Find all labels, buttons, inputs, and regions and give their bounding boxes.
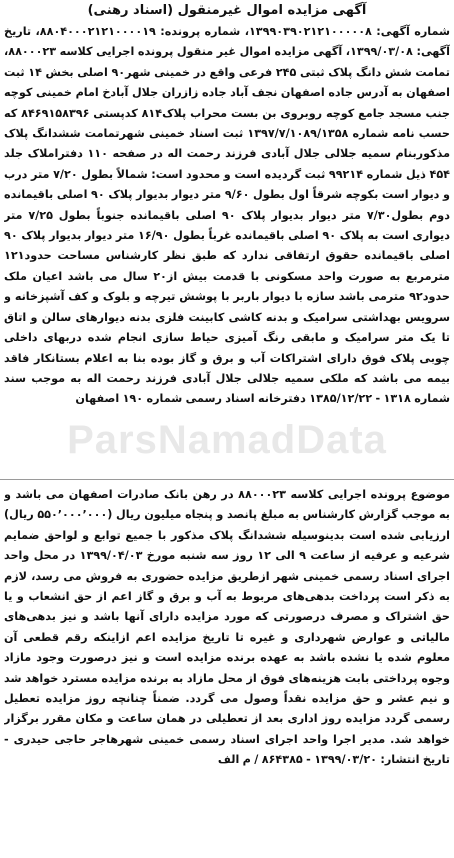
notice-body-property-description: شماره آگهی: ۱۳۹۹۰۳۹۰۲۱۲۱۰۰۰۰۰۸، شماره پرونده: ۸۸۰۴۰۰۰۲۱۲۱۰۰۰۰۱۹، تاریخ آگهی: ۱۳۹۹/۰۳/۰۸، آگهی مزایده اموال غیر منقول پرونده اجرایی کلاسه ۸۸۰۰۰۲۳، تمامت شش دانگ پلاک ثبتی ۲۴۵ فرعی واقع در خمینی شهر۹۰ اصلی بخش ۱۴ ثبت اصفهان به آدرس جاده اصفهان نجف آباد جاده زازران جلال آبادخ امام خمینی کوچه جنب مسجد جامع کوچه روبروی بن بست محراب پلاک۸۱۴ کدپستی ۸۴۶۹۱۵۸۳۹۶ که حسب نامه شماره ۱۳۹۷/۷/۱۰۸۹/۱۳۵۸ ثبت اسناد خمینی شهرتمامت ششدانگ پلاک مذکوربنام سمیه جلالی جلال آبادی فرزند رحمت اله در صفحه ۱۱۰ دفتراملاک جلد ۴۵۴ ذیل شماره ۹۹۲۱۴ ثبت گردیده است و محدود است: شمالاً بطول ۷/۲۰ متر درب و دیوار است بکوچه شرقاً اول بطول ۹/۶۰ متر دیوار بدیوار پلاک ۹۰ اصلی باقیمانده دوم بطول۷/۳۰ متر دیوار بدیوار پلاک ۹۰ اصلی باقیمانده جنوباً بطول ۷/۲۵ متر دیواری است به پلاک ۹۰ اصلی باقیمانده غرباً بطول ۱۶/۹۰ متر دیوار بدیوار پلاک ۹۰ اصلی باقیمانده حقوق ارتفاقی ندارد که طبق نظر کارشناس مساحت حدود۱۲۱ مترمربع به صورت واحد مسکونی با قدمت بیش از۲۰ سال می باشد اعیان ملک حدود۹۲ مترمی باشد سازه با دیوار باربر با پوشش تیرچه و بلوک و کف آشپزخانه و سرویس بهداشتی سرامیک و بدنه کاشی کابینت فلزی بدنه دیوارهای سالن و اتاق تا یک متر سرامیک و مابقی رنگ آمیزی حیاط سازی انجام شده دربهای داخلی چوبی پلاک فوق دارای اشتراکات آب و برق و گاز بوده بنا به اعلام بستانکار فاقد بیمه می باشد که ملکی سمیه جلالی جلال آبادی فرزند رحمت اله به موجب سند شماره ۱۳۱۸ - ۱۳۸۵/۱۲/۲۲ دفترخانه اسناد رسمی شماره ۱۹۰ اصفهان <box>4 25 450 406</box>
section-divider <box>0 479 454 480</box>
watermark-logo: ParsNamadData <box>67 418 387 462</box>
notice-title: آگهی مزایده اموال غیرمنقول (اسناد رهنی) <box>87 3 367 18</box>
notice-body-auction-terms: موضوع پرونده اجرایی کلاسه ۸۸۰۰۰۲۳ در رهن بانک صادرات اصفهان می باشد و به موجب گزارش کارشناس به مبلغ پانصد و پنجاه میلیون ریال (۵۵۰٬۰۰۰٬۰۰۰ ریال) ارزیابی شده است بدینوسیله ششدانگ پلاک مذکور با جمیع توابع و لواحق ضمایم شرعیه و عرفیه از ساعت ۹ الی ۱۲ روز سه شنبه مورخ ۱۳۹۹/۰۴/۰۳ در محل واحد اجرای اسناد رسمی خمینی شهر ازطریق مزایده حضوری به فروش می رسد، لازم به ذکر است پرداخت بدهی‌های مربوط به آب و برق و گاز اعم از حق انشعاب و یا حق اشتراک و مصرف درصورتی که مورد مزایده دارای آنها باشد و نیز بدهی‌های مالیاتی و عوارض شهرداری و غیره تا تاریخ مزایده اعم ازاینکه رقم قطعی آن معلوم شده یا نشده باشد به عهده برنده مزایده است و نیز درصورت وجود مازاد وجوه پرداختی بابت هزینه‌های فوق از محل مازاد به برنده مزایده مسترد خواهد شد و نیم عشر و حق مزایده نقداً وصول می گردد. ضمناً چنانچه روز مزایده تعطیل رسمی گردد مزایده روز اداری بعد از تعطیلی در همان ساعت و مکان مقرر برگزار خواهد شد. مدیر اجرا واحد اجرای اسناد رسمی خمینی شهرهاجر حاجی حیدری - تاریخ انتشار: ۱۳۹۹/۰۳/۲۰ - ۸۶۴۳۸۵ / م الف <box>4 488 450 767</box>
